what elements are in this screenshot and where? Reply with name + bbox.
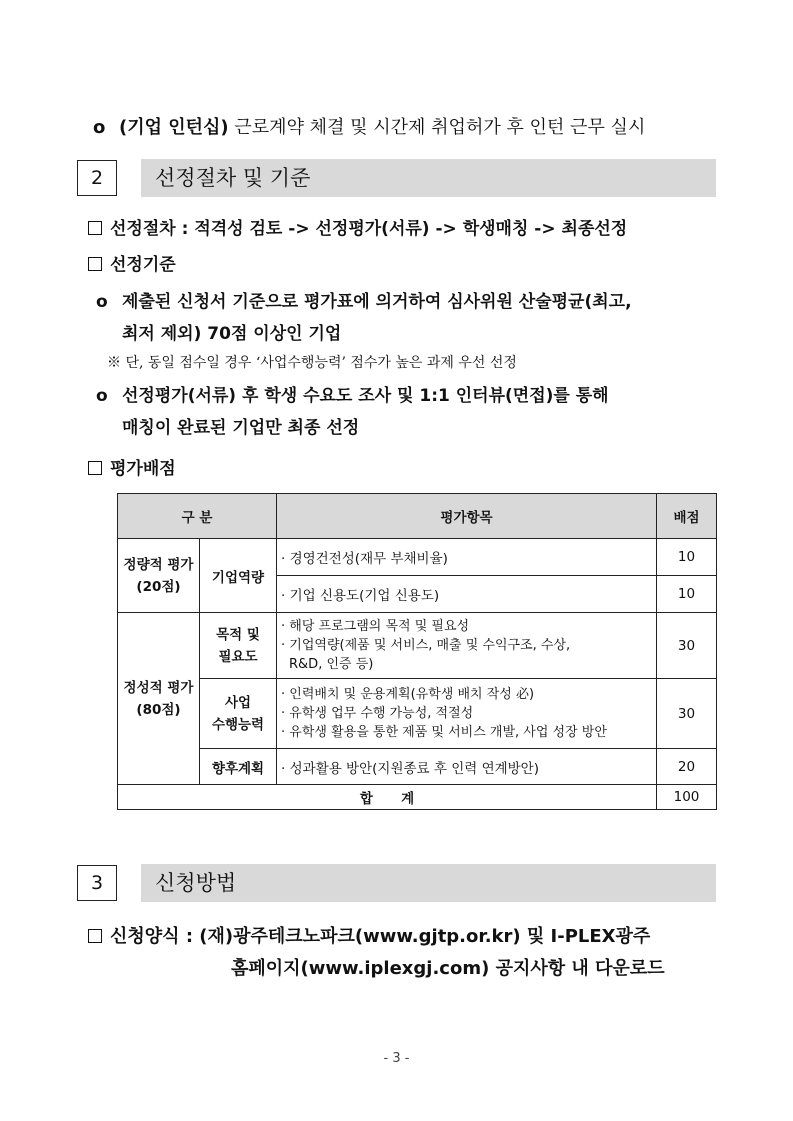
criteria-1 — [96, 286, 632, 350]
qual-group-cell: 정성적 평가 (80점) — [118, 613, 200, 785]
procedure-text: 선정절차 : 적격성 검토 -> 선정평가(서류) -> 학생매칭 -> 최종선정 — [110, 219, 628, 239]
qual-item-line: · 기업역량(제품 및 서비스, 매출 및 수익구조, 수상, — [281, 638, 571, 653]
intro-text: 근로계약 체결 및 시간제 취업허가 후 인턴 근무 실시 — [234, 117, 646, 138]
qual-items-1 — [277, 613, 657, 679]
qual-score-2: 30 — [657, 679, 717, 749]
criteria-note: ※ 단, 동일 점수일 경우 ‘사업수행능력’ 점수가 높은 과제 우선 선정 — [107, 355, 517, 371]
square-bullet-icon — [88, 929, 102, 943]
qual-score-3: 20 — [657, 749, 717, 785]
scoring-table — [117, 493, 717, 810]
qual-item-line: · 유학생 활용을 통한 제품 및 서비스 개발, 사업 성장 방안 — [281, 725, 607, 740]
criteria-heading-text: 선정기준 — [110, 255, 176, 275]
qual-sub-3: 향후계획 — [200, 749, 277, 785]
section-2-title: 선정절차 및 기준 — [141, 159, 716, 197]
section-2-number: 2 — [77, 160, 117, 196]
square-bullet-icon — [88, 221, 102, 235]
section-3-title: 신청방법 — [141, 864, 716, 902]
qual-item-line: · 해당 프로그램의 목적 및 필요성 — [281, 619, 470, 634]
procedure-line — [88, 214, 627, 239]
qual-item-line: · 인력배치 및 운용계획(유학생 배치 작성 必) — [281, 687, 535, 702]
total-score: 100 — [657, 785, 717, 810]
table-total-row — [118, 785, 717, 810]
quant-item-2: · 기업 신용도(기업 신용도) — [277, 576, 657, 613]
circle-bullet-icon: o — [96, 292, 108, 312]
intro-label: (기업 인턴십) — [119, 117, 229, 138]
criteria-2-line1: 선정평가(서류) 후 학생 수요도 조사 및 1:1 인터뷰(면접)를 통해 — [122, 386, 609, 406]
header-items: 평가항목 — [277, 494, 657, 539]
intro-line — [93, 113, 645, 139]
circle-bullet-icon: o — [96, 386, 108, 406]
quant-group-cell: 정량적 평가 (20점) — [118, 539, 200, 613]
criteria-1-line2: 최저 제외) 70점 이상인 기업 — [122, 324, 342, 344]
total-label: 합 계 — [118, 785, 657, 810]
form-line2: 홈페이지(www.iplexgj.com) 공지사항 내 다운로드 — [231, 958, 665, 979]
qual-item-line: R&D, 인증 등) — [289, 657, 374, 672]
criteria-1-line1: 제출된 신청서 기준으로 평가표에 의거하여 심사위원 산술평균(최고, — [122, 292, 632, 312]
table-row — [118, 539, 717, 576]
square-bullet-icon — [88, 461, 102, 475]
form-line1: 신청양식 : (재)광주테크노파크(www.gjtp.or.kr) 및 I-PLEX광주 — [110, 926, 651, 947]
scoring-heading-text: 평가배점 — [110, 459, 176, 479]
qual-item-3: · 성과활용 방안(지원종료 후 인력 연계방안) — [277, 749, 657, 785]
quant-score-1: 10 — [657, 539, 717, 576]
application-form — [88, 921, 665, 985]
quant-item-1: · 경영건전성(재무 부채비율) — [277, 539, 657, 576]
circle-bullet-icon: o — [93, 117, 106, 138]
table-row — [118, 679, 717, 749]
qual-items-2 — [277, 679, 657, 749]
square-bullet-icon — [88, 257, 102, 271]
quant-score-2: 10 — [657, 576, 717, 613]
page-number: - 3 - — [383, 1051, 410, 1066]
table-header-row — [118, 494, 717, 539]
criteria-2-line2: 매칭이 완료된 기업만 최종 선정 — [122, 418, 360, 438]
table-row — [118, 613, 717, 679]
qual-sub-2: 사업 수행능력 — [200, 679, 277, 749]
qual-score-1: 30 — [657, 613, 717, 679]
criteria-heading — [88, 250, 176, 275]
scoring-heading — [88, 454, 176, 479]
qual-sub-1: 목적 및 필요도 — [200, 613, 277, 679]
qual-item-line: · 유학생 업무 수행 가능성, 적절성 — [281, 706, 474, 721]
criteria-2 — [96, 380, 609, 444]
quant-sub-cell: 기업역량 — [200, 539, 277, 613]
section-3-number: 3 — [77, 865, 117, 901]
table-row — [118, 749, 717, 785]
header-score: 배점 — [657, 494, 717, 539]
header-category: 구 분 — [118, 494, 277, 539]
